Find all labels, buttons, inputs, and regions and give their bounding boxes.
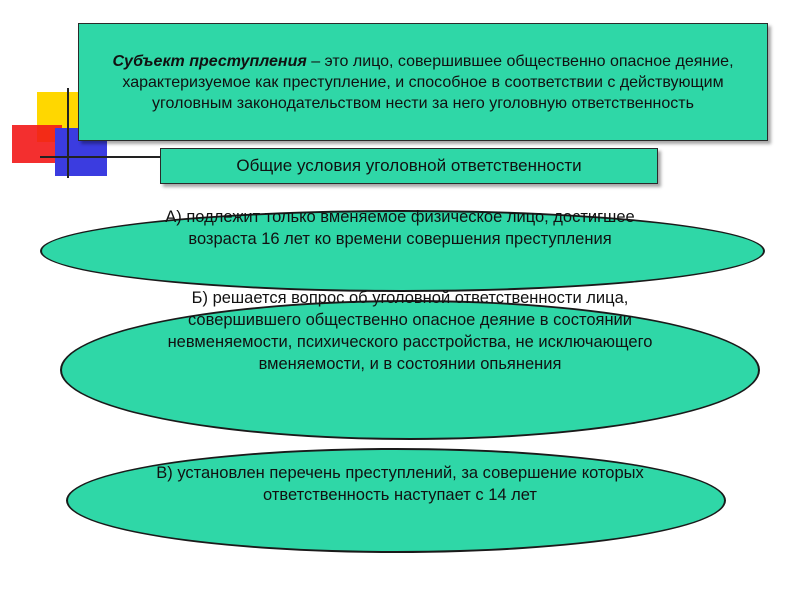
condition-text-b: Б) решается вопрос об уголовной ответственности лица, совершившего общественно опасное деяние в состоянии невменяемости, психического расстройства, не исключающего вменяемости, и в состоянии опьянения	[167, 289, 653, 373]
definition-text: – это лицо, совершившее общественно опасное деяние, характеризуемое как преступление, и способное в соответствии с действующим уголовным законодательством нести за него уголовную ответственность	[122, 52, 734, 112]
definition-paragraph	[101, 51, 745, 114]
condition-text-c: В) установлен перечень преступлений, за совершение которых ответственность наступает с 14 лет	[156, 464, 644, 504]
conditions-title: Общие условия уголовной ответственности	[236, 156, 582, 175]
definition-term: Субъект преступления	[112, 52, 307, 70]
decor-vertical-line	[67, 88, 69, 178]
definition-box	[78, 23, 768, 141]
condition-text-a: А) подлежит только вменяемое физическое лицо, достигшее возраста 16 лет ко времени совершения преступления	[165, 208, 635, 248]
conditions-title-box	[160, 148, 658, 184]
